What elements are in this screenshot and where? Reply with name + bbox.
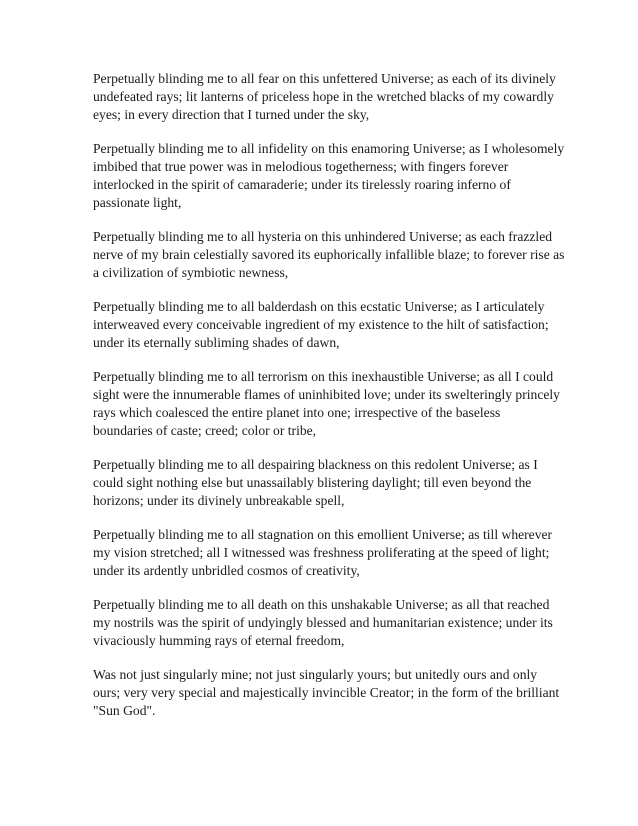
stanza-line: sight were the innumerable flames of uninhibited love; under its swelteringly princely (93, 387, 560, 402)
stanza-line: boundaries of caste; creed; color or tribe, (93, 423, 317, 438)
stanza-line: horizons; under its divinely unbreakable spell, (93, 493, 345, 508)
stanza-line: Perpetually blinding me to all stagnation on this emollient Universe; as till wherever (93, 527, 553, 542)
stanza-3 (93, 228, 565, 282)
stanza-1 (93, 70, 556, 124)
stanza-line: Was not just singularly mine; not just singularly yours; but unitedly ours and only (93, 667, 538, 682)
stanza-line: could sight nothing else but unassailably blistering daylight; till even beyond the (93, 475, 532, 490)
stanza-line: Perpetually blinding me to all despairing blackness on this redolent Universe; as I (93, 457, 538, 472)
stanza-line: rays which coalesced the entire planet into one; irrespective of the baseless (93, 405, 501, 420)
stanza-line: Perpetually blinding me to all death on this unshakable Universe; as all that reached (93, 597, 550, 612)
stanza-line: Perpetually blinding me to all fear on this unfettered Universe; as each of its divinely (93, 71, 556, 86)
stanza-line: Perpetually blinding me to all infidelity on this enamoring Universe; as I wholesomely (93, 141, 565, 156)
stanza-line: passionate light, (93, 195, 182, 210)
stanza-line: nerve of my brain celestially savored its euphorically infallible blaze; to forever rise as (93, 247, 565, 262)
stanza-line: Perpetually blinding me to all terrorism on this inexhaustible Universe; as all I could (93, 369, 554, 384)
stanza-line: interweaved every conceivable ingredient of my existence to the hilt of satisfaction; (93, 317, 549, 332)
stanza-4 (93, 298, 553, 352)
poem-body (93, 70, 565, 736)
stanza-line: under its ardently unbridled cosmos of creativity, (93, 563, 360, 578)
stanza-line: a civilization of symbiotic newness, (93, 265, 289, 280)
stanza-line: "Sun God". (93, 703, 156, 718)
stanza-line: interlocked in the spirit of camaraderie; under its tirelessly roaring inferno of (93, 177, 511, 192)
stanza-line: vivaciously humming rays of eternal freedom, (93, 633, 345, 648)
stanza-line: under its eternally subliming shades of dawn, (93, 335, 340, 350)
stanza-line: my vision stretched; all I witnessed was freshness proliferating at the speed of light; (93, 545, 550, 560)
stanza-8 (93, 596, 553, 650)
stanza-2 (93, 140, 565, 212)
stanza-line: Perpetually blinding me to all balderdash on this ecstatic Universe; as I articulately (93, 299, 545, 314)
stanza-7 (93, 526, 553, 580)
stanza-line: my nostrils was the spirit of undyingly blessed and humanitarian existence; under its (93, 615, 553, 630)
stanza-9 (93, 666, 560, 720)
stanza-line: eyes; in every direction that I turned under the sky, (93, 107, 370, 122)
stanza-line: ours; very very special and majestically invincible Creator; in the form of the brilliant (93, 685, 560, 700)
stanza-line: imbibed that true power was in melodious togetherness; with fingers forever (93, 159, 509, 174)
stanza-5 (93, 368, 560, 440)
stanza-line: undefeated rays; lit lanterns of priceless hope in the wretched blacks of my cowardly (93, 89, 554, 104)
stanza-6 (93, 456, 553, 510)
stanza-line: Perpetually blinding me to all hysteria on this unhindered Universe; as each frazzled (93, 229, 553, 244)
